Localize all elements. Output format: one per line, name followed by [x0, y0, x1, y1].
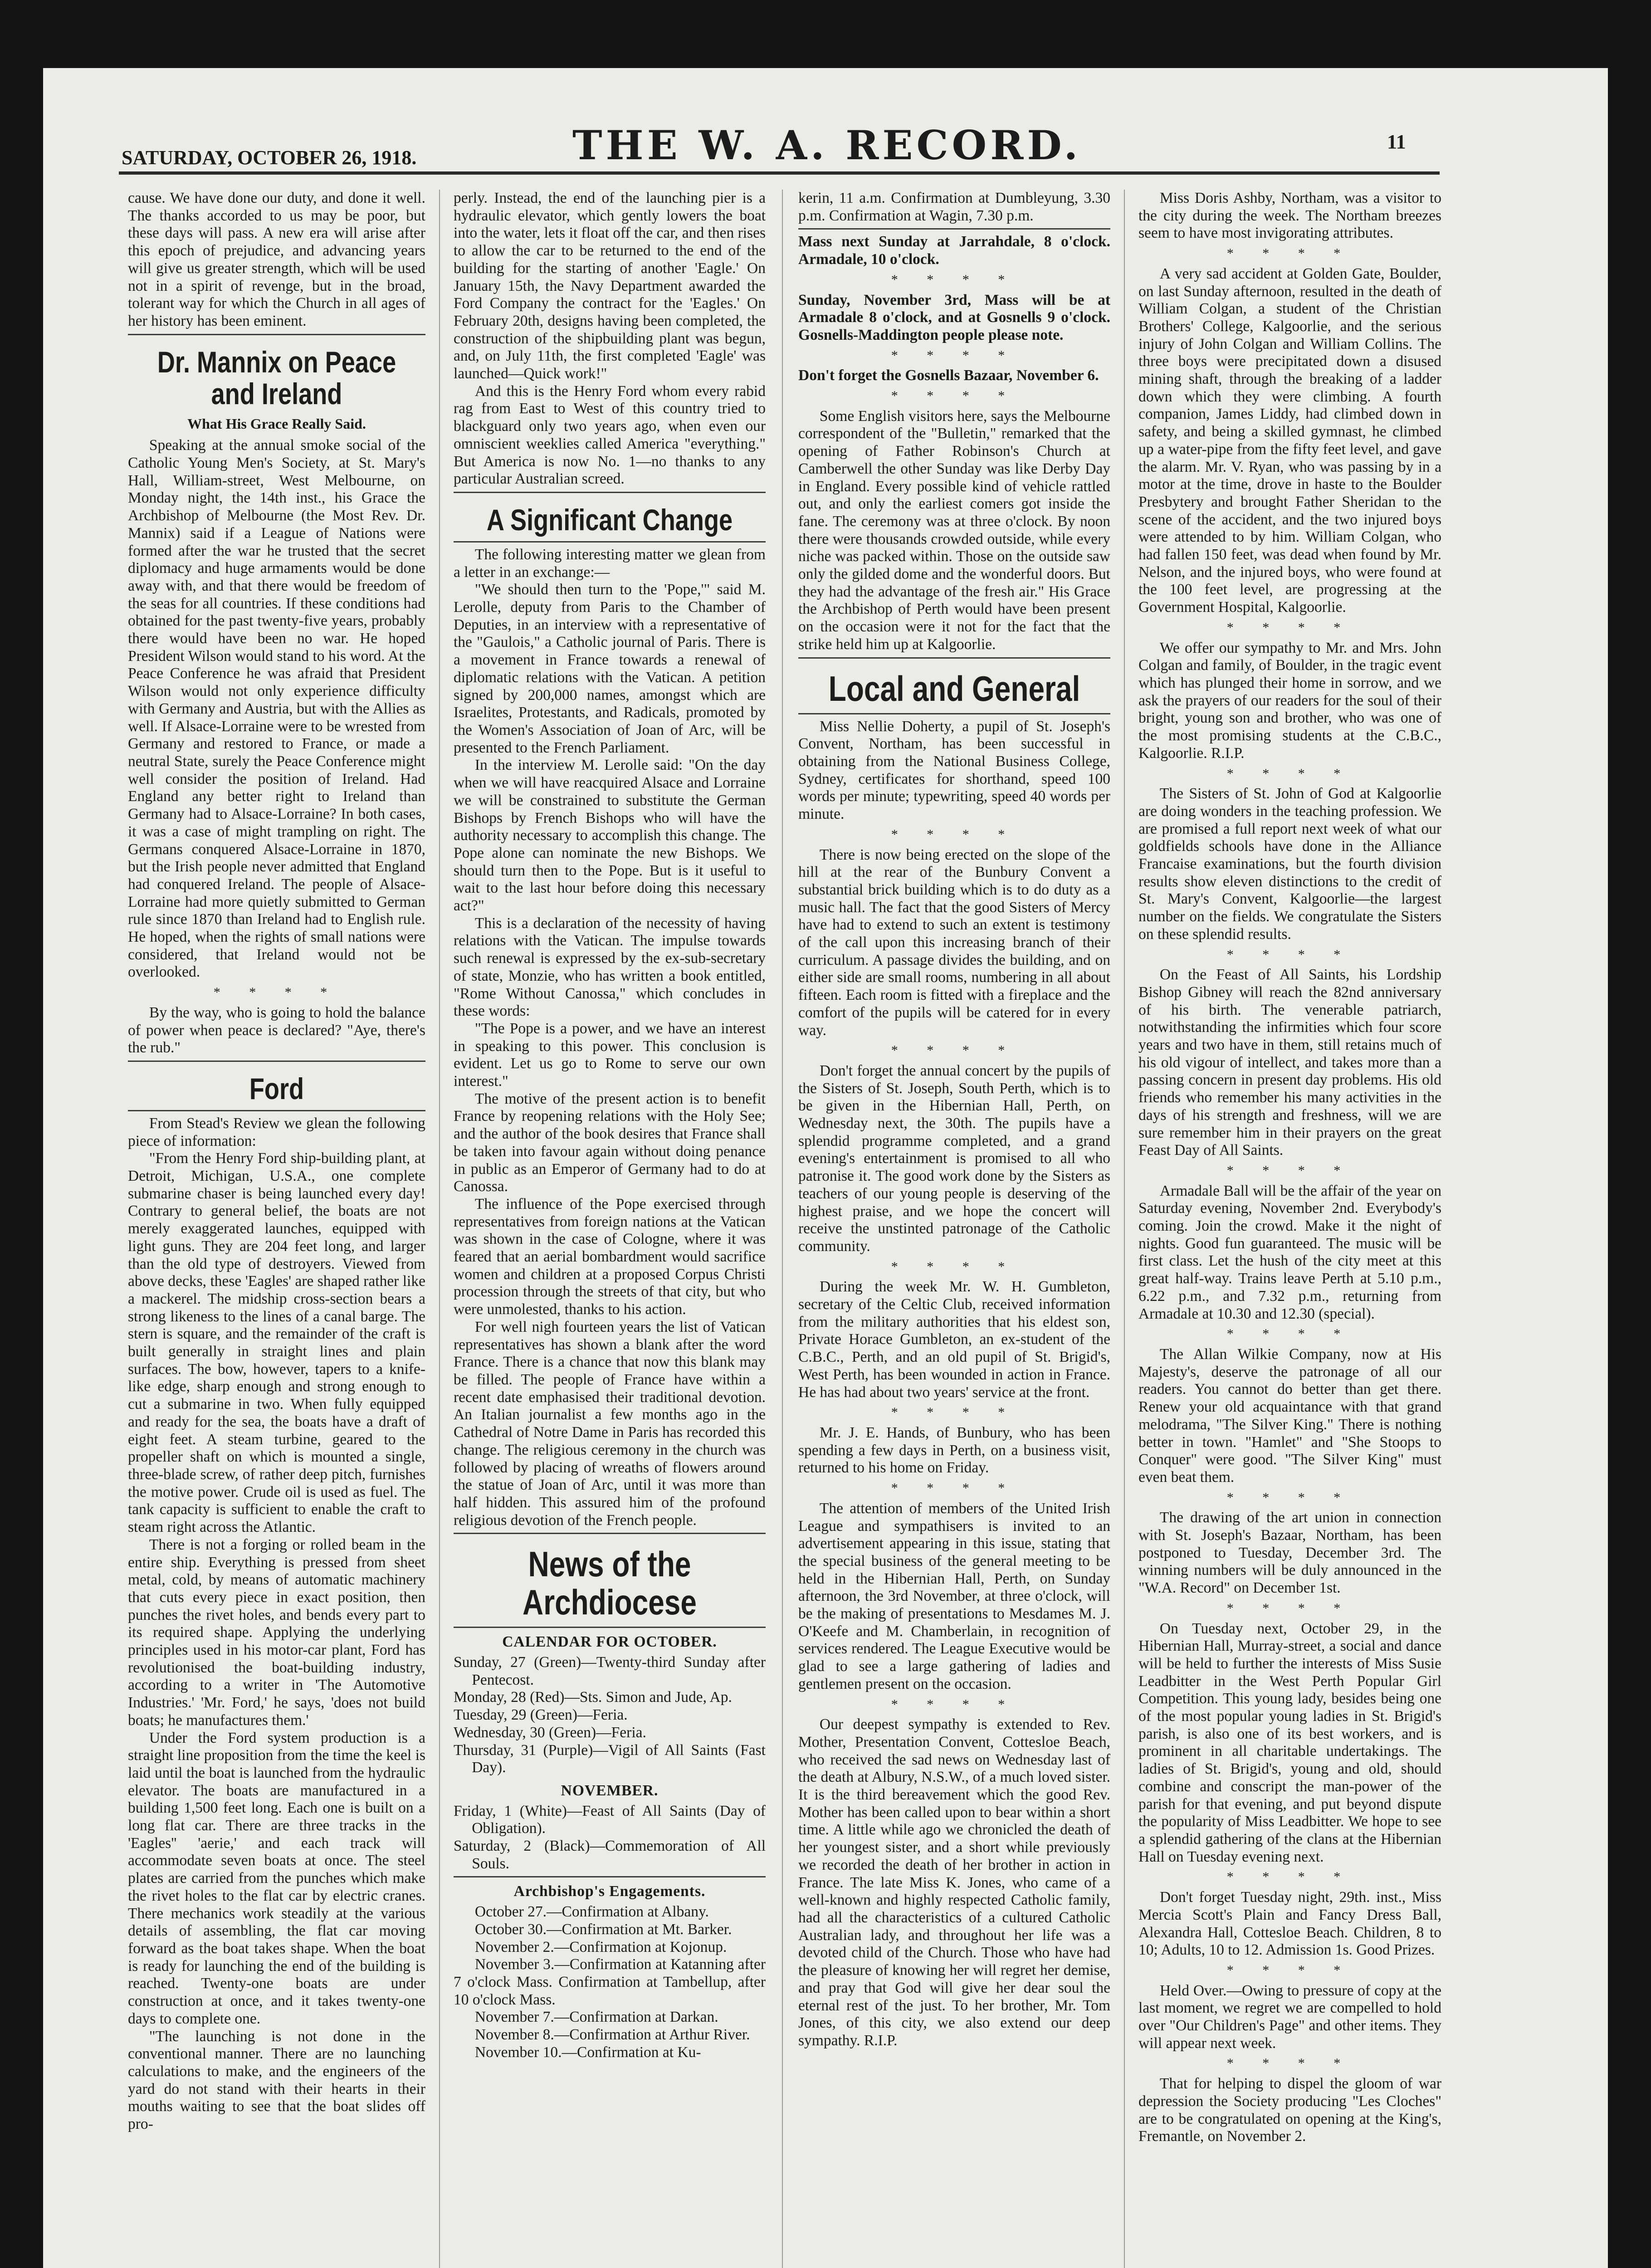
- calendar-entry: Sunday, 27 (Green)—Twenty-third Sunday after Pentecost.: [454, 1654, 766, 1688]
- article-paragraph: cause. We have done our duty, and done it well. The thanks accorded to us may be poor, but these days will pass. A new era will arise after this epoch of prejudice, and advancing years will give us greater strength, which will be used not in a spirit of revenge, but in the broad, tolerant way for which the Church in all ages of her history has been eminent.: [128, 190, 425, 329]
- engagement-entry: November 2.—Confirmation at Kojonup.: [474, 1938, 727, 1955]
- article-paragraph: Speaking at the annual smoke social of the Catholic Young Men's Society, at St. Mary's Hall, William-street, West Melbourne, on Monday night, the 14th inst., his Grace the Archbishop of Melbourne (the Most Rev. Dr. Mannix) said if a League of Nations were formed after the war he trusted that the secret diplomacy and huge armaments would be done away with, and that there would be freedom of the seas for all countries. If these conditions had obtained for the past twenty-five years, probably there would have been no war. He hoped President Wilson would stand to his word. At the Peace Conference he was afraid that President Wilson would not only experience difficulty with Germany and Austria, but with the Allies as well. If Alsace-Lorraine were to be wrested from Germany and restored to France, or made a neutral State, surely the Peace Conference might well consider the position of Ireland. Had England any better right to Ireland than Germany had to Alsace-Lorraine? In both cases, it was a case of might trampling on right. The Germans conquered Alsace-Lorraine in 1870, but the Irish people never admitted that England had conquered Ireland. The people of Alsace-Lorraine had more quietly submitted to German rule since 1870 than Ireland had to English rule. He hoped, when the rights of small nations were considered, that Ireland would not be overlooked.: [128, 437, 425, 981]
- article-paragraph: That for helping to dispel the gloom of war depression the Society producing "Les Cloches" are to be congratulated on opening at the King's, Fremantle, on November 2.: [1138, 2075, 1441, 2145]
- article-paragraph: The Sisters of St. John of God at Kalgoorlie are doing wonders in the teaching profession. We are promised a full report next week of what our goldfields schools have done in the Alliance Francaise examinations, but the fourth division results show eleven distinctions to the credit of St. Mary's Convent, Kalgoorlie—the largest number on the fields. We congratulate the Sisters on these splendid results.: [1138, 785, 1441, 943]
- change-heading: A Significant Change: [486, 503, 733, 537]
- article-paragraph: By the way, who is going to hold the balance of power when peace is declared? "Aye, there's the rub.": [128, 1004, 425, 1056]
- column-2: [454, 190, 766, 2268]
- calendar-entry: Thursday, 31 (Purple)—Vigil of All Saints (Fast Day).: [454, 1741, 766, 1776]
- article-paragraph: Miss Doris Ashby, Northam, was a visitor to the city during the week. The Northam breezes seem to have most invigorating attributes.: [1138, 190, 1441, 242]
- article-paragraph: From Stead's Review we glean the following piece of information:: [128, 1114, 425, 1149]
- ford-heading: Ford: [249, 1071, 304, 1105]
- engagements-heading: Archbishop's Engagements.: [513, 1883, 706, 1900]
- article-paragraph: The following interesting matter we glean from a letter in an exchange:—: [454, 546, 766, 581]
- article-paragraph: Held Over.—Owing to pressure of copy at the last moment, we regret we are compelled to hold over "Our Children's Page" and other items. They will appear next week.: [1138, 1982, 1441, 2052]
- article-paragraph: On the Feast of All Saints, his Lordship Bishop Gibney will reach the 82nd anniversary of his birth. The venerable patriarch, notwithstanding the infirmities which four score years and two have in them, still retains much of his old vigour of intellect, and takes more than a passing concern in present day problems. His old friends who remember his many activities in the days of his strength and freshness, will we are sure remember him in their prayers on the great Feast Day of All Saints.: [1138, 966, 1441, 1159]
- article-paragraph: "From the Henry Ford ship-building plant, at Detroit, Michigan, U.S.A., one complete submarine chaser is being launched every day! Contrary to general belief, the boats are not merely exaggerated launches, equipped with light guns. They are 204 feet long, and larger than the old type of destroyers. Viewed from above decks, these 'Eagles' are shaped rather like a mackerel. The midship cross-section bears a strong likeness to the lines of a canal barge. The stern is square, and the remainder of the craft is built generally in straight lines and plain surfaces. The bow, however, tapers to a knife-like edge, sharp enough and strong enough to cut a submarine in two. When fully equipped and ready for the sea, the boats have a draft of eight feet. A steam turbine, geared to the propeller shaft on which is mounted a single, three-blade screw, of rather deep pitch, furnishes the motive power. Crude oil is used as fuel. The tank capacity is sufficient to enable the craft to steam right across the Atlantic.: [128, 1150, 425, 1536]
- notice-bold: Sunday, November 3rd, Mass will be at Armadale 8 o'clock, and at Gosnells 9 o'clock. Gosnells-Maddington people please note.: [798, 291, 1110, 343]
- notice-bold: Mass next Sunday at Jarrahdale, 8 o'clock. Armadale, 10 o'clock.: [798, 233, 1110, 268]
- article-paragraph: During the week Mr. W. H. Gumbleton, secretary of the Celtic Club, received information from the military authorities that his eldest son, Private Horace Gumbleton, an ex-student of the C.B.C., Perth, and an old pupil of St. Brigid's, West Perth, has been wounded in action in France. He has had about two years' service at the front.: [798, 1278, 1110, 1401]
- article-paragraph: Under the Ford system production is a straight line proposition from the time the keel is laid until the boat is launched from the hydraulic elevator. The boats are manufactured in a building 1,500 feet long. Each one is built on a long flat car. There are three tracks in the 'Eagles'' 'aerie,' and each track will accommodate seven boats at once. The steel plates are carried from the punches which make the rivet holes to the flat car by electric cranes. There mechanics work steadily at the various details of assembling, the flat car moving forward as the boat takes shape. When the boat is ready for launching the end of the building is reached. Twenty-one boats are under construction at once, and it takes twenty-one days to complete one.: [128, 1729, 425, 2027]
- article-paragraph: The drawing of the art union in connection with St. Joseph's Bazaar, Northam, has been postponed to Tuesday, December 3rd. The winning numbers will be duly announced in the "W.A. Record" on December 1st.: [1138, 1509, 1441, 1597]
- separator-stars: * * * *: [891, 1481, 1018, 1496]
- issue-date: SATURDAY, OCTOBER 26, 1918.: [122, 147, 417, 169]
- article-paragraph: "We should then turn to the 'Pope,'" said M. Lerolle, deputy from Paris to the Chamber of Deputies, in an interview with a representative of the "Gaulois," a Catholic journal of Paris. There is a movement in France towards a renewal of diplomatic relations with the Vatican. A petition signed by 200,000 names, amongst which are Israelites, Protestants, and Radicals, promoted by the Women's Association of Joan of Arc, will be presented to the French Parliament.: [454, 581, 766, 756]
- calendar-entry: Tuesday, 29 (Green)—Feria.: [454, 1706, 628, 1724]
- separator-stars: * * * *: [891, 826, 1018, 842]
- engagement-entry: November 10.—Confirmation at Ku-: [474, 2043, 701, 2061]
- article-paragraph: "The Pope is a power, and we have an interest in speaking to this power. This conclusion is evident. Let us go to Rome to serve our own interest.": [454, 1020, 766, 1090]
- separator-stars: * * * *: [1226, 1869, 1353, 1885]
- article-paragraph: "The launching is not done in the conventional manner. There are no launching calculations to make, and the engineers of the yard do not stand with their hearts in their mouths waiting to see that the boat slides off pro-: [128, 2028, 425, 2133]
- section-rule: [454, 492, 766, 493]
- calendar-entry: Monday, 28 (Red)—Sts. Simon and Jude, Ap.: [454, 1689, 732, 1706]
- separator-stars: * * * *: [1226, 1326, 1353, 1342]
- article-paragraph: In the interview M. Lerolle said: "On the day when we will have reacquired Alsace and Lorraine we will be constrained to substitute the German Bishops by French Bishops who will have the authority necessary to accomplish this change. The Pope alone can nominate the new Bishops. We should turn then to the Pope. But is it useful to wait to the last hour before doing this necessary act?": [454, 757, 766, 914]
- section-rule: [128, 1061, 425, 1062]
- separator-stars: * * * *: [1226, 246, 1353, 261]
- section-rule: [454, 541, 766, 543]
- calendar-heading: CALENDAR FOR OCTOBER.: [502, 1633, 717, 1651]
- article-paragraph: Some English visitors here, says the Melbourne correspondent of the "Bulletin," remarked that the opening of Father Robinson's Church at Camberwell the other Sunday was like Derby Day in England. Every possible kind of vehicle rattled out, and only the earliest comers got inside the fane. The ceremony was at three o'clock. By noon there were thousands crowded outside, while every niche was packed within. Those on the outside saw only the gilded dome and the wonderful doors. But they had the advantage of the fresh air." His Grace the Archbishop of Perth would have been present on the occasion were it not for the fact that the strike held him up at Kalgoorlie.: [798, 407, 1110, 653]
- calendar-entry: Wednesday, 30 (Green)—Feria.: [454, 1724, 646, 1741]
- article-paragraph: And this is the Henry Ford whom every rabid rag from East to West of this country tried to blackguard only two years ago, when even our omniscient weeklies called America "everything." But America is now No. 1—no thanks to any particular Australian screed.: [454, 382, 766, 488]
- column-4: [1138, 190, 1441, 2268]
- engagement-entry: November 8.—Confirmation at Arthur River.: [474, 2026, 750, 2043]
- article-paragraph: perly. Instead, the end of the launching pier is a hydraulic elevator, which gently lowers the boat into the water, lets it float off the car, and then rises to allow the car to be returned to the end of the building for the starting of another 'Eagle.' On January 15th, the Navy Department awarded the Ford Company the contract for the 'Eagles.' On February 20th, designs having been completed, the construction of the shipbuilding plant was begun, and, on July 11th, the first completed 'Eagle' was launched—Quick work!": [454, 190, 766, 382]
- calendar-entry: Friday, 1 (White)—Feast of All Saints (Day of Obligation).: [454, 1802, 766, 1837]
- section-rule: [454, 1627, 766, 1628]
- article-paragraph: For well nigh fourteen years the list of Vatican representatives has shown a blank after the word France. There is a chance that now this blank may be filled. The people of France have within a recent date emphasised their traditional devotion. An Italian journalist a few months ago in the Cathedral of Notre Dame in Paris has recorded this change. The religious ceremony in the church was followed by placing of wreaths of flowers around the statue of Joan of Arc, until it was more than half hidden. This assured him of the profound religious devotion of the French people.: [454, 1318, 766, 1529]
- article-paragraph: Don't forget the annual concert by the pupils of the Sisters of St. Joseph, South Perth, which is to be given in the Hibernian Hall, Perth, on Wednesday next, the 30th. The pupils have a splendid programme completed, and a grand evening's entertainment is promised to all who patronise it. The good work done by the Sisters as teachers of our young people is deserving of the highest praise, and we hope the concert will receive the unstinted patronage of the Catholic community.: [798, 1062, 1110, 1255]
- header-rule: [119, 171, 1440, 175]
- calendar-entry: Saturday, 2 (Black)—Commemoration of All Souls.: [454, 1838, 766, 1872]
- section-rule: [454, 1533, 766, 1534]
- november-heading: NOVEMBER.: [561, 1782, 659, 1799]
- mannix-heading: Dr. Mannix on Peace and Ireland: [157, 345, 396, 411]
- section-rule: [128, 334, 425, 335]
- page-number: 11: [1387, 131, 1406, 153]
- separator-stars: * * * *: [891, 1696, 1018, 1712]
- separator-stars: * * * *: [891, 1043, 1018, 1058]
- column-divider: [439, 190, 440, 2268]
- separator-stars: * * * *: [213, 985, 340, 1000]
- engagement-entry: November 7.—Confirmation at Darkan.: [474, 2009, 718, 2026]
- article-paragraph: There is not a forging or rolled beam in the entire ship. Everything is pressed from sheet metal, cold, by means of automatic machinery that cuts every piece in exact position, then punches the rivet holes, and bends every part to its required shape. Applying the underlying principles used in his motor-car plant, Ford has revolutionised the boat-building industry, according to a writer in 'The Automotive Industries.' 'Mr. Ford,' he says, 'does not build boats; he manufactures them.': [128, 1536, 425, 1729]
- engagement-entry: October 27.—Confirmation at Albany.: [474, 1903, 709, 1921]
- column-divider: [1124, 190, 1125, 2268]
- separator-stars: * * * *: [1226, 620, 1353, 635]
- separator-stars: * * * *: [1226, 947, 1353, 962]
- engagement-entry: October 30.—Confirmation at Mt. Barker.: [474, 1921, 732, 1938]
- separator-stars: * * * *: [891, 388, 1018, 404]
- notice-bold: Don't forget the Gosnells Bazaar, November 6.: [798, 367, 1099, 384]
- article-paragraph: The attention of members of the United Irish League and sympathisers is invited to an advertisement appearing in this issue, stating that the special business of the general meeting to be held in the Hibernian Hall, Perth, on Sunday afternoon, the 3rd November, at three o'clock, will be the making of presentations to Mesdames M. J. O'Keefe and M. Chamberlain, in recognition of services rendered. The League Executive would be glad to see a large gathering of ladies and gentlemen present on the occasion.: [798, 1500, 1110, 1692]
- article-paragraph: The motive of the present action is to benefit France by reopening relations with the Holy See; and the author of the book desires that France shall be taken into favour again without doing penance in public as an Emperor of Germany had to do at Canossa.: [454, 1090, 766, 1195]
- separator-stars: * * * *: [1226, 1490, 1353, 1505]
- article-paragraph: Mr. J. E. Hands, of Bunbury, who has been spending a few days in Perth, on a business visit, returned to his home on Friday.: [798, 1424, 1110, 1476]
- article-paragraph: The influence of the Pope exercised through representatives from foreign nations at the Vatican was shown in the case of Cologne, where it was feared that an aerial bombardment would sacrifice women and children at a proposed Corpus Christi procession through the streets of that city, but who were unmolested, thanks to his action.: [454, 1195, 766, 1318]
- separator-stars: * * * *: [1226, 766, 1353, 781]
- separator-stars: * * * *: [1226, 2056, 1353, 2071]
- separator-stars: * * * *: [1226, 1962, 1353, 1978]
- engagement-entry: November 3.—Confirmation at Katanning after 7 o'clock Mass. Confirmation at Tambellup, after 10 o'clock Mass.: [454, 1956, 766, 2008]
- column-1: [128, 190, 425, 2268]
- separator-stars: * * * *: [1226, 1163, 1353, 1178]
- separator-stars: * * * *: [891, 1405, 1018, 1420]
- section-rule: [454, 1876, 766, 1877]
- column-3: [798, 190, 1110, 2268]
- masthead-title: THE W. A. RECORD.: [572, 122, 1082, 169]
- article-paragraph: The Allan Wilkie Company, now at His Majesty's, deserve the patronage of all our readers. You cannot do better than get there. Renew your old acquaintance with that grand melodrama, "The Silver King." There is nothing better in town. "Hamlet" and "She Stoops to Conquer" were good. "The Silver King" must even beat them.: [1138, 1346, 1441, 1486]
- section-rule: [798, 228, 1110, 230]
- section-rule: [798, 657, 1110, 659]
- separator-stars: * * * *: [891, 272, 1018, 287]
- archdiocese-heading: News of the Archdiocese: [523, 1544, 697, 1623]
- article-paragraph: kerin, 11 a.m. Confirmation at Dumbleyung, 3.30 p.m. Confirmation at Wagin, 7.30 p.m.: [798, 190, 1110, 224]
- column-divider: [782, 190, 783, 2268]
- separator-stars: * * * *: [891, 347, 1018, 363]
- article-paragraph: Miss Nellie Doherty, a pupil of St. Joseph's Convent, Northam, has been successful in obtaining from the National Business College, Sydney, certificates for shorthand, speed 100 words per minute; typewriting, speed 40 words per minute.: [798, 718, 1110, 823]
- separator-stars: * * * *: [1226, 1600, 1353, 1616]
- article-paragraph: This is a declaration of the necessity of having relations with the Vatican. The impulse towards such renewal is expressed by the ex-sub-secretary of state, Monzie, who has written a book entitled, "Rome Without Canossa," which concludes in these words:: [454, 914, 766, 1020]
- local-general-heading: Local and General: [828, 668, 1080, 709]
- article-paragraph: Our deepest sympathy is extended to Rev. Mother, Presentation Convent, Cottesloe Beach, who received the sad news on Wednesday last of the death at Albury, N.S.W., of a much loved sister. It is the third bereavement which the good Rev. Mother has been called upon to bear within a short time. A little while ago we chronicled the death of her youngest sister, and a short while previously we recorded the death of her brother in action in France. The late Miss K. Jones, who came of a well-known and highly respected Catholic family, had all the characteristics of a cultured Catholic Australian lady, and throughout her life was a devoted child of the Church. Those who have had the pleasure of knowing her will regret her demise, and pray that God will give her dear soul the eternal rest of the just. To her brother, Mr. Tom Jones, of this city, we also extend our deep sympathy. R.I.P.: [798, 1716, 1110, 2049]
- section-rule: [128, 1110, 425, 1111]
- section-rule: [798, 713, 1110, 714]
- article-paragraph: A very sad accident at Golden Gate, Boulder, on last Sunday afternoon, resulted in the death of William Colgan, a student of the Christian Brothers' College, Kalgoorlie, and the serious injury of John Colgan and William Collins. The three boys were precipitated down a disused mining shaft, through the breaking of a ladder down which they were climbing. A fourth companion, James Liddy, had climbed down in safety, and being a skilled gymnast, he climbed up a water-pipe from the fifty feet level, and gave the alarm. Mr. V. Ryan, who was passing by in a motor at the time, drove in haste to the Boulder Presbytery and brought Father Sheridan to the scene of the accident, and the two injured boys were attended to by him. William Colgan, who had fallen 150 feet, was dead when found by Mr. Nelson, and the injured boys, who were found at the 100 feet level, are progressing at the Government Hospital, Kalgoorlie.: [1138, 265, 1441, 616]
- mannix-subheading: What His Grace Really Said.: [187, 415, 366, 432]
- article-paragraph: On Tuesday next, October 29, in the Hibernian Hall, Murray-street, a social and dance will be held to further the interests of Miss Susie Leadbitter in the West Perth Popular Girl Competition. This young lady, besides being one of the most popular young ladies in St. Brigid's parish, is also one of its best workers, and is prominent in all charitable undertakings. The ladies of St. Brigid's, young and old, should combine and conscript the man-power of the parish for that evening, and put beyond dispute the popularity of Miss Leadbitter. We hope to see a splendid gathering of the clans at the Hibernian Hall on Tuesday evening next.: [1138, 1620, 1441, 1865]
- article-paragraph: There is now being erected on the slope of the hill at the rear of the Bunbury Convent a substantial brick building which is to do duty as a music hall. The fact that the good Sisters of Mercy have had to extend to such an extent is testimony of the call upon this increasing branch of their curriculum. A passage divides the building, and on either side are small rooms, numbering in all about fifteen. Each room is fitted with a fireplace and the comfort of the pupils will be catered for in every way.: [798, 846, 1110, 1039]
- separator-stars: * * * *: [891, 1259, 1018, 1274]
- article-paragraph: Don't forget Tuesday night, 29th. inst., Miss Mercia Scott's Plain and Fancy Dress Ball, Alexandra Hall, Cottesloe Beach. Children, 8 to 10; Adults, 10 to 12. Admission 1s. Good Prizes.: [1138, 1889, 1441, 1959]
- article-paragraph: Armadale Ball will be the affair of the year on Saturday evening, November 2nd. Everybody's coming. Join the crowd. Make it the night of nights. Good fun guaranteed. The music will be first class. Let the hush of the city meet at this great half-way. Trains leave Perth at 5.10 p.m., 6.22 p.m., and 7.32 p.m., returning from Armadale at 10.30 and 12.30 (special).: [1138, 1182, 1441, 1322]
- article-paragraph: We offer our sympathy to Mr. and Mrs. John Colgan and family, of Boulder, in the tragic event which has plunged their home in sorrow, and we ask the prayers of our readers for the soul of their bright, young son and brother, who was one of the most promising students at the C.B.C., Kalgoorlie. R.I.P.: [1138, 639, 1441, 762]
